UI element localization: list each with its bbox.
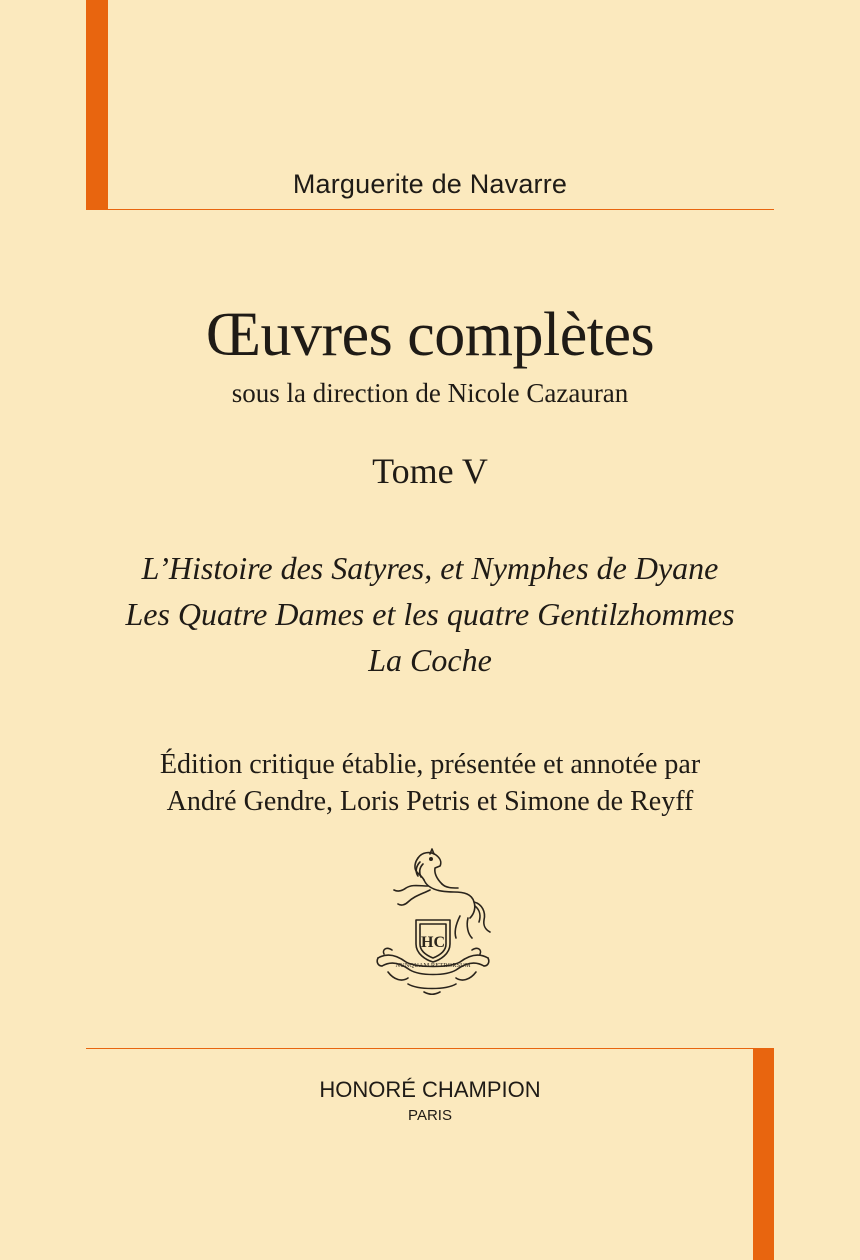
work-title: Les Quatre Dames et les quatre Gentilzhommes	[125, 596, 735, 632]
emblem-monogram: HC	[421, 934, 445, 951]
works-list	[0, 545, 860, 683]
publisher-city: PARIS	[408, 1107, 452, 1124]
work-title: La Coche	[368, 642, 492, 678]
emblem-motto: NUNQUAM RETRORSUM	[395, 962, 471, 969]
editorial-direction: sous la direction de Nicole Cazauran	[231, 378, 629, 408]
work-title: L’Histoire des Satyres, et Nymphes de Dyane	[141, 550, 719, 586]
edition-line: André Gendre, Loris Petris et Simone de Reyff	[166, 786, 694, 817]
volume-number: Tome V	[372, 451, 488, 491]
edition-line: Édition critique établie, présentée et annotée par	[159, 749, 701, 780]
rearing-horse-emblem-icon	[368, 846, 496, 996]
edition-credits	[0, 746, 860, 820]
divider-bottom	[86, 1048, 774, 1049]
author-name: Marguerite de Navarre	[292, 169, 568, 199]
publisher-name: HONORÉ CHAMPION	[319, 1077, 541, 1102]
book-title: Œuvres complètes	[205, 301, 655, 369]
divider-top	[86, 209, 774, 210]
